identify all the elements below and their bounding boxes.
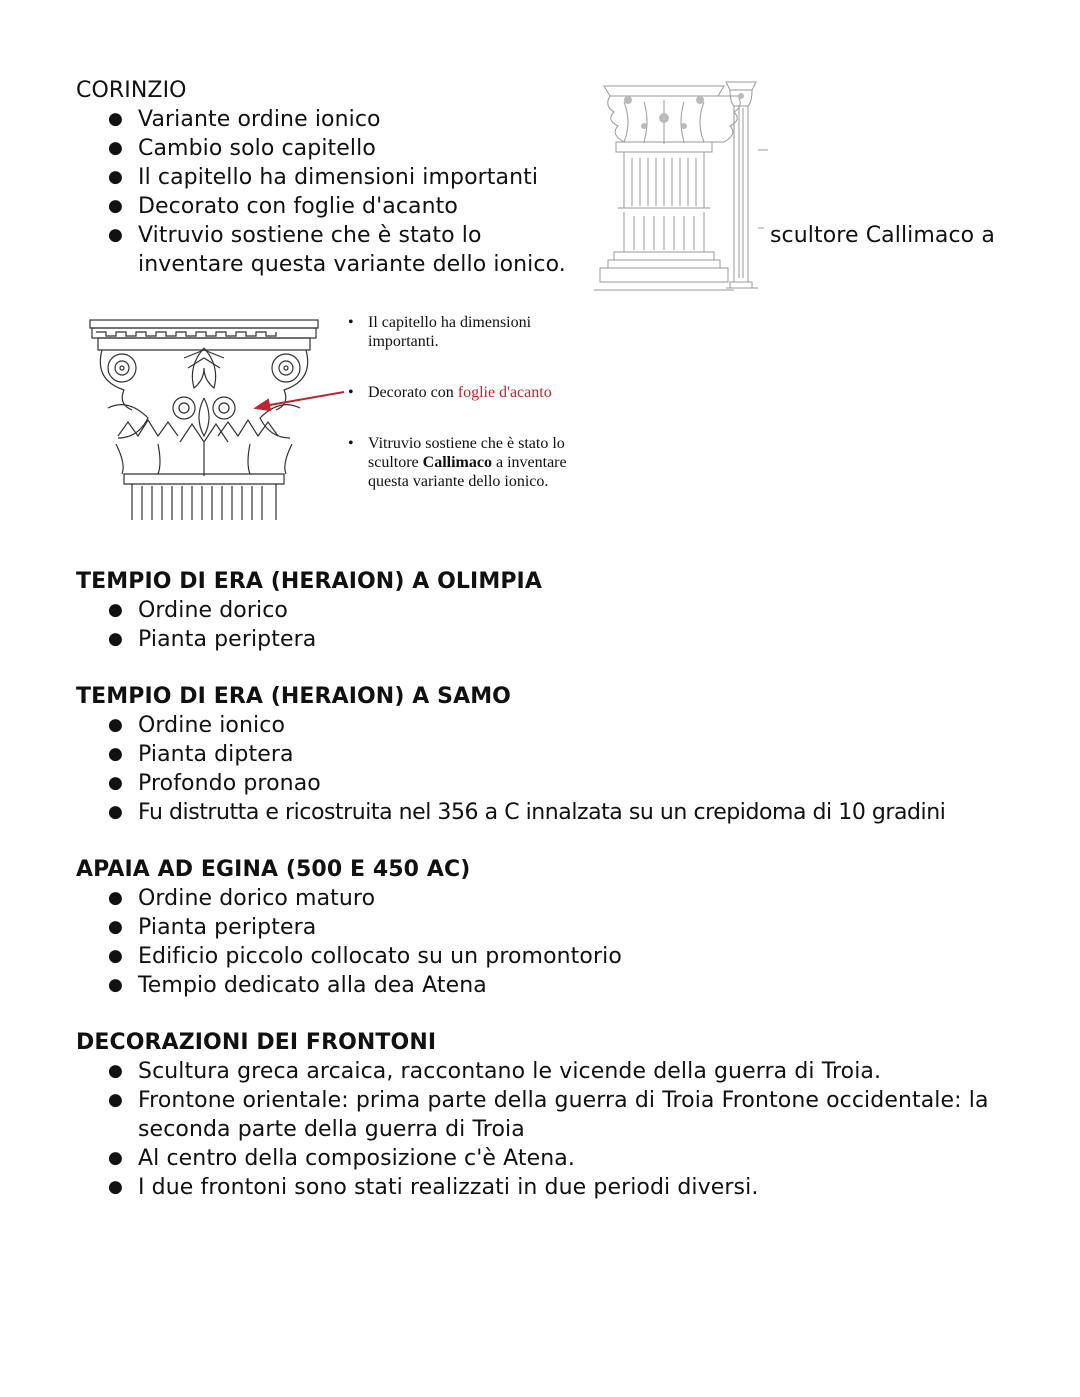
- olimpia-title: TEMPIO DI ERA (HERAION) A OLIMPIA: [76, 569, 542, 594]
- list-item: [344, 434, 604, 491]
- list-item: ● Edificio piccolo collocato su un promontorio: [76, 942, 622, 971]
- samo-title: TEMPIO DI ERA (HERAION) A SAMO: [76, 684, 511, 709]
- list-item: ● I due frontoni sono stati realizzati in due periodi diversi.: [76, 1173, 992, 1202]
- corinzio-title: CORINZIO: [76, 78, 187, 103]
- egina-title: APAIA AD EGINA (500 E 450 AC): [76, 857, 471, 882]
- olimpia-list: [76, 596, 316, 654]
- list-item: ● Vitruvio sostiene che è stato lo: [76, 221, 596, 250]
- corinthian-column-icon: [594, 78, 770, 296]
- list-item: ● Ordine dorico: [76, 596, 316, 625]
- list-item: ● Decorato con foglie d'acanto: [76, 192, 596, 221]
- corinthian-capital-icon: [88, 318, 346, 524]
- list-item: ● Il capitello ha dimensioni importanti: [76, 163, 596, 192]
- list-item: ● Tempio dedicato alla dea Atena: [76, 971, 622, 1000]
- list-item: ● Cambio solo capitello: [76, 134, 596, 163]
- corinzio-continuation: inventare questa variante dello ionico.: [138, 252, 566, 277]
- list-item: ● Profondo pronao: [76, 769, 1036, 798]
- list-item: ● Variante ordine ionico: [76, 105, 596, 134]
- samo-list: [76, 711, 1036, 827]
- frontoni-title: DECORAZIONI DEI FRONTONI: [76, 1030, 437, 1055]
- list-item: ● Pianta periptera: [76, 913, 622, 942]
- list-item: [344, 313, 604, 351]
- note-text: Vitruvio sostiene che è stato lo scultore: [368, 435, 565, 471]
- list-item: ● Ordine dorico maturo: [76, 884, 622, 913]
- list-item: ● Pianta diptera: [76, 740, 1036, 769]
- list-item: ● Frontone orientale: prima parte della guerra di Troia Frontone occidentale: la seconda parte della guerra di Troia: [76, 1086, 992, 1144]
- corinzio-side-text: scultore Callimaco a: [770, 223, 995, 248]
- list-item: [344, 383, 604, 402]
- note-highlight: foglie d'acanto: [457, 384, 552, 401]
- list-item: ● Fu distrutta e ricostruita nel 356 a C innalzata su un crepidoma di 10 gradini: [76, 798, 1036, 827]
- note-text: Il capitello ha dimensioni importanti.: [368, 314, 532, 350]
- list-item: ● Pianta periptera: [76, 625, 316, 654]
- frontoni-list: [76, 1057, 992, 1202]
- corinzio-list: [76, 105, 596, 250]
- note-text: Decorato con: [368, 384, 458, 401]
- list-item: ● Al centro della composizione c'è Atena.: [76, 1144, 992, 1173]
- list-item: ● Ordine ionico: [76, 711, 1036, 740]
- note-text: a inventare questa variante dello ionico.: [368, 454, 567, 490]
- note-bold: Callimaco: [422, 454, 492, 471]
- list-item: ● Scultura greca arcaica, raccontano le vicende della guerra di Troia.: [76, 1057, 992, 1086]
- capital-notes-list: [344, 313, 604, 491]
- egina-list: [76, 884, 622, 1000]
